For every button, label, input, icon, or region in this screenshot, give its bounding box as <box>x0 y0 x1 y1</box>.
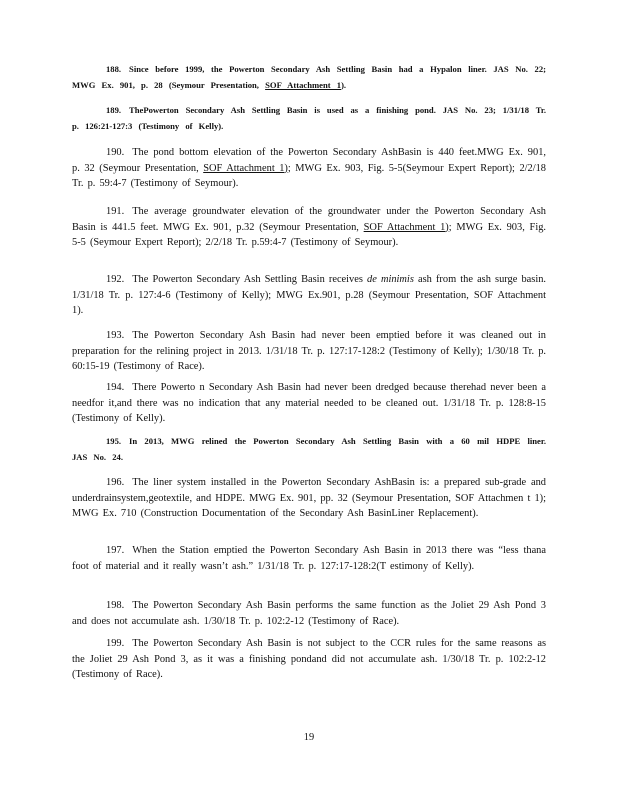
paragraph-text: There Powerto n Secondary Ash Basin had never been dredged because therehad never been a needfor it,and there was no indication that any material needed to be cleaned out. 1/31/18 Tr. p. 128:8-15 (Testimony of Kelly). <box>72 382 546 424</box>
paragraph-192 <box>72 272 546 319</box>
paragraph-number: 195. <box>106 436 122 446</box>
paragraph-199 <box>72 636 546 683</box>
paragraph-text: The Powerton Secondary Ash Settling Basin receives <box>132 274 368 285</box>
paragraph-number: 191. <box>106 206 125 217</box>
paragraph-text: The Powerton Secondary Ash Basin is not subject to the CCR rules for the same reasons as the Joliet 29 Ash Pond 3, as it was a finishing pondand did not accumulate ash. 1/30/18 Tr. p. 102:2-12 (Testimony of Race). <box>72 638 546 680</box>
latin-term: de minimis <box>367 274 414 285</box>
paragraph-number: 196. <box>106 477 125 488</box>
paragraph-198 <box>72 598 546 629</box>
paragraph-number: 188. <box>106 64 122 74</box>
sof-attachment-link: SOF Attachment 1) <box>203 162 288 174</box>
paragraph-text-tail: ; MWG Ex. 903, Fig. 5-5(Seymour Expert Report); 2/2/18 Tr. p. 59:4-7 (Testimony of Seymour). <box>72 162 547 189</box>
paragraph-number: 189. <box>106 105 122 115</box>
paragraph-text-tail: ). <box>341 79 347 90</box>
paragraph-191 <box>72 204 546 251</box>
paragraph-194 <box>72 380 546 427</box>
paragraph-text: The average groundwater elevation of the groundwater under the Powerton Secondary Ash Basin is 441.5 feet. MWG Ex. 901, p.32 (Seymour Presentation, <box>72 206 546 233</box>
paragraph-190 <box>72 145 546 192</box>
paragraph-number: 199. <box>106 638 125 649</box>
paragraph-188 <box>72 62 546 93</box>
paragraph-196 <box>72 475 546 522</box>
paragraph-text: Since before 1999, the Powerton Secondary Ash Settling Basin had a Hypalon liner. JAS No. 22; MWG Ex. 901, p. 28 (Seymour Presentation, <box>72 64 546 90</box>
paragraph-text: In 2013, MWG relined the Powerton Secondary Ash Settling Basin with a 60 mil HDPE liner. JAS No. 24. <box>72 436 546 462</box>
paragraph-197 <box>72 543 546 574</box>
paragraph-text-tail: ash from the ash surge basin. 1/31/18 Tr. p. 127:4-6 (Testimony of Kelly); MWG Ex.901, p.28 (Seymour Presentation, SOF Attachment 1). <box>72 274 547 316</box>
paragraph-text: The liner system installed in the Powerton Secondary AshBasin is: a prepared sub-grade and underdrainsystem,geotextile, and HDPE. MWG Ex. 901, pp. 32 (Seymour Presentation, SOF Attachmen t 1); MWG Ex. 710 (Construction Documentation of the Secondary Ash BasinLiner Replacement). <box>72 477 546 519</box>
paragraph-text-tail: ; MWG Ex. 903, Fig. 5-5 (Seymour Expert Report); 2/2/18 Tr. p.59:4-7 (Testimony of Seymour). <box>72 221 547 248</box>
paragraph-number: 198. <box>106 600 125 611</box>
paragraph-number: 194. <box>106 382 125 393</box>
paragraph-text: The Powerton Secondary Ash Basin performs the same function as the Joliet 29 Ash Pond 3 and does not accumulate ash. 1/30/18 Tr. p. 102:2-12 (Testimony of Race). <box>72 600 546 627</box>
paragraph-189 <box>72 103 546 134</box>
page-number: 19 <box>303 732 315 743</box>
paragraph-193 <box>72 328 546 375</box>
paragraph-number: 192. <box>106 274 125 285</box>
paragraph-195 <box>72 434 546 465</box>
paragraph-number: 197. <box>106 545 125 556</box>
sof-attachment-link: SOF Attachment 1 <box>265 79 342 90</box>
paragraph-text: When the Station emptied the Powerton Secondary Ash Basin in 2013 there was “less thana foot of material and it really wasn’t ash.” 1/31/18 Tr. p. 127:17-128:2(T estimony of Kelly). <box>72 545 546 572</box>
paragraph-text: The Powerton Secondary Ash Basin had never been emptied before it was cleaned out in preparation for the relining project in 2013. 1/31/18 Tr. p. 127:17-128:2 (Testimony of Kelly); 1/30/18 Tr. p. 60:15-19 (Testimony of Race). <box>72 330 546 372</box>
paragraph-number: 190. <box>106 147 125 158</box>
sof-attachment-link: SOF Attachment 1) <box>363 221 449 233</box>
paragraph-text: ThePowerton Secondary Ash Settling Basin is used as a finishing pond. JAS No. 23; 1/31/18 Tr. p. 126:21-127:3 (Testimony of Kelly). <box>72 105 546 131</box>
paragraph-number: 193. <box>106 330 125 341</box>
paragraph-text: The pond bottom elevation of the Powerton Secondary AshBasin is 440 feet.MWG Ex. 901, p. 32 (Seymour Presentation, <box>72 147 546 174</box>
